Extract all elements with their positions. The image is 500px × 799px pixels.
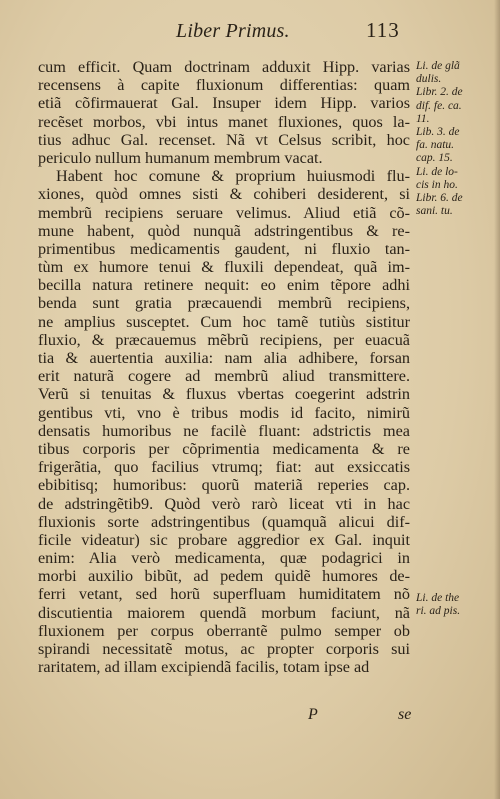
margin-note: 11. (416, 112, 430, 125)
text-line: gentibus vti, vno è tribus modis id facito, nimirũ (38, 403, 410, 422)
margin-note: Li. de lo- (416, 165, 458, 178)
text-line: tia & auertentia auxilia: nam alia adhibere, forsan (38, 349, 410, 367)
catchword: se (398, 706, 412, 723)
margin-note: cap. 15. (416, 152, 453, 165)
text-line: discutientia maiorem quendã morbum faciunt, nã (38, 603, 410, 622)
text-line: de adstringẽtib9. Quòd verò rarò liceat vti in hac (38, 494, 410, 513)
text-line: enim: Alia verò medicamenta, quæ podagrici in (38, 549, 410, 568)
margin-notes-top (416, 60, 498, 218)
page-edge-shadow (494, 0, 500, 799)
text-line: erit naturã cogere ad membrũ aliud transmittere. (38, 367, 410, 386)
margin-notes-bottom (416, 592, 498, 618)
text-line: Habent hoc comune & proprium huiusmodi flu- (56, 167, 410, 186)
text-line: benda sunt gratia præcauendi membrũ recipiens, (38, 294, 410, 313)
text-line: ferri vetant, sed horũ superfluam humiditatem nõ (38, 585, 410, 604)
text-line: raritatem, ad illam excipiendã facilis, totam ipse ad (38, 658, 370, 677)
text-line: primentibus medicamentis gaudent, ni fluxio tan- (38, 239, 410, 258)
folio-number: 113 (366, 18, 400, 42)
margin-note: Li. de the (416, 592, 460, 604)
text-line: becilla natura retinere nequit: eo enim tẽpore adhi (38, 276, 410, 295)
text-line: ebibitisq; humoribus: quorũ materiã reperies cap. (38, 476, 410, 495)
text-line: spirandi necessitatẽ motus, ac propter corporis sui (38, 640, 410, 658)
margin-note: dif. fe. ca. (416, 99, 462, 112)
text-line: ficile videatur) sic probare aggredior ex Gal. inquit (38, 530, 410, 549)
text-line: tibus corporis per cõprimentia medicamenta & re (38, 439, 410, 458)
text-line: ne amplius susceptet. Cum hoc tamẽ tutiùs sistitur (38, 312, 410, 331)
text-line: mune habent, quòd nunquã adstringentibus & re- (38, 221, 410, 240)
margin-note: sani. tu. (416, 205, 453, 218)
text-line: morbi auxilio bibũt, ad pedem quidẽ humores de- (38, 567, 410, 586)
margin-note: Libr. 6. de (416, 192, 463, 205)
running-head: Liber Primus. (176, 20, 290, 42)
text-line: fluxio, & præcauemus mẽbrũ recipiens, per euacuã (38, 330, 410, 349)
margin-note: dulis. (416, 73, 442, 86)
text-line: etiã cõfirmauerat Gal. Insuper idem Hipp. varios (38, 94, 410, 113)
page-header (0, 18, 500, 48)
text-line: frigerãtia, quo facilius vtrumq; fiat: aut exsiccatis (38, 458, 410, 477)
text-line: xiones, quòd omnes sisti & cohiberi desiderent, si (38, 185, 410, 204)
text-line: densatis humoribus ne facilè fluant: adstrictis mea (38, 421, 410, 440)
margin-note: Lib. 3. de (416, 126, 460, 139)
text-line: recensens à capite fluxionum differentias: quam (38, 76, 410, 95)
page-footer (0, 706, 500, 730)
text-line: recẽset morbos, vbi intus manet fluxiones, quos la- (38, 112, 410, 131)
text-line: membrũ recipiens seruare velimus. Aliud etiã cõ- (38, 203, 410, 222)
text-line: fluxionem per corpus oberrantẽ pulmo semper ob (38, 621, 410, 640)
margin-note: Libr. 2. de (416, 86, 463, 99)
main-text-block (38, 58, 410, 676)
text-line: tùm ex humore tenui & fluxili dependeat, quã im- (38, 258, 410, 277)
text-line: periculo nullum humanum membrum vacat. (38, 148, 323, 167)
margin-note: fa. natu. (416, 139, 455, 152)
margin-note: ri. ad pis. (416, 605, 461, 618)
margin-note: cis in ho. (416, 178, 458, 191)
text-line: cum efficit. Quam doctrinam adduxit Hipp. varias (38, 58, 410, 76)
margin-note: Li. de glã (416, 60, 460, 72)
text-line: fluxionis sorte adstringentibus (quamquã alicui dif- (38, 512, 410, 531)
margin-notes (416, 60, 498, 618)
text-line: Verũ si tenuitas & fluxus vbertas coegerint adstrin (38, 385, 410, 404)
text-line: tius adhuc Gal. recenset. Nã vt Celsus scribit, hoc (38, 130, 410, 149)
signature-mark: P (308, 706, 318, 723)
